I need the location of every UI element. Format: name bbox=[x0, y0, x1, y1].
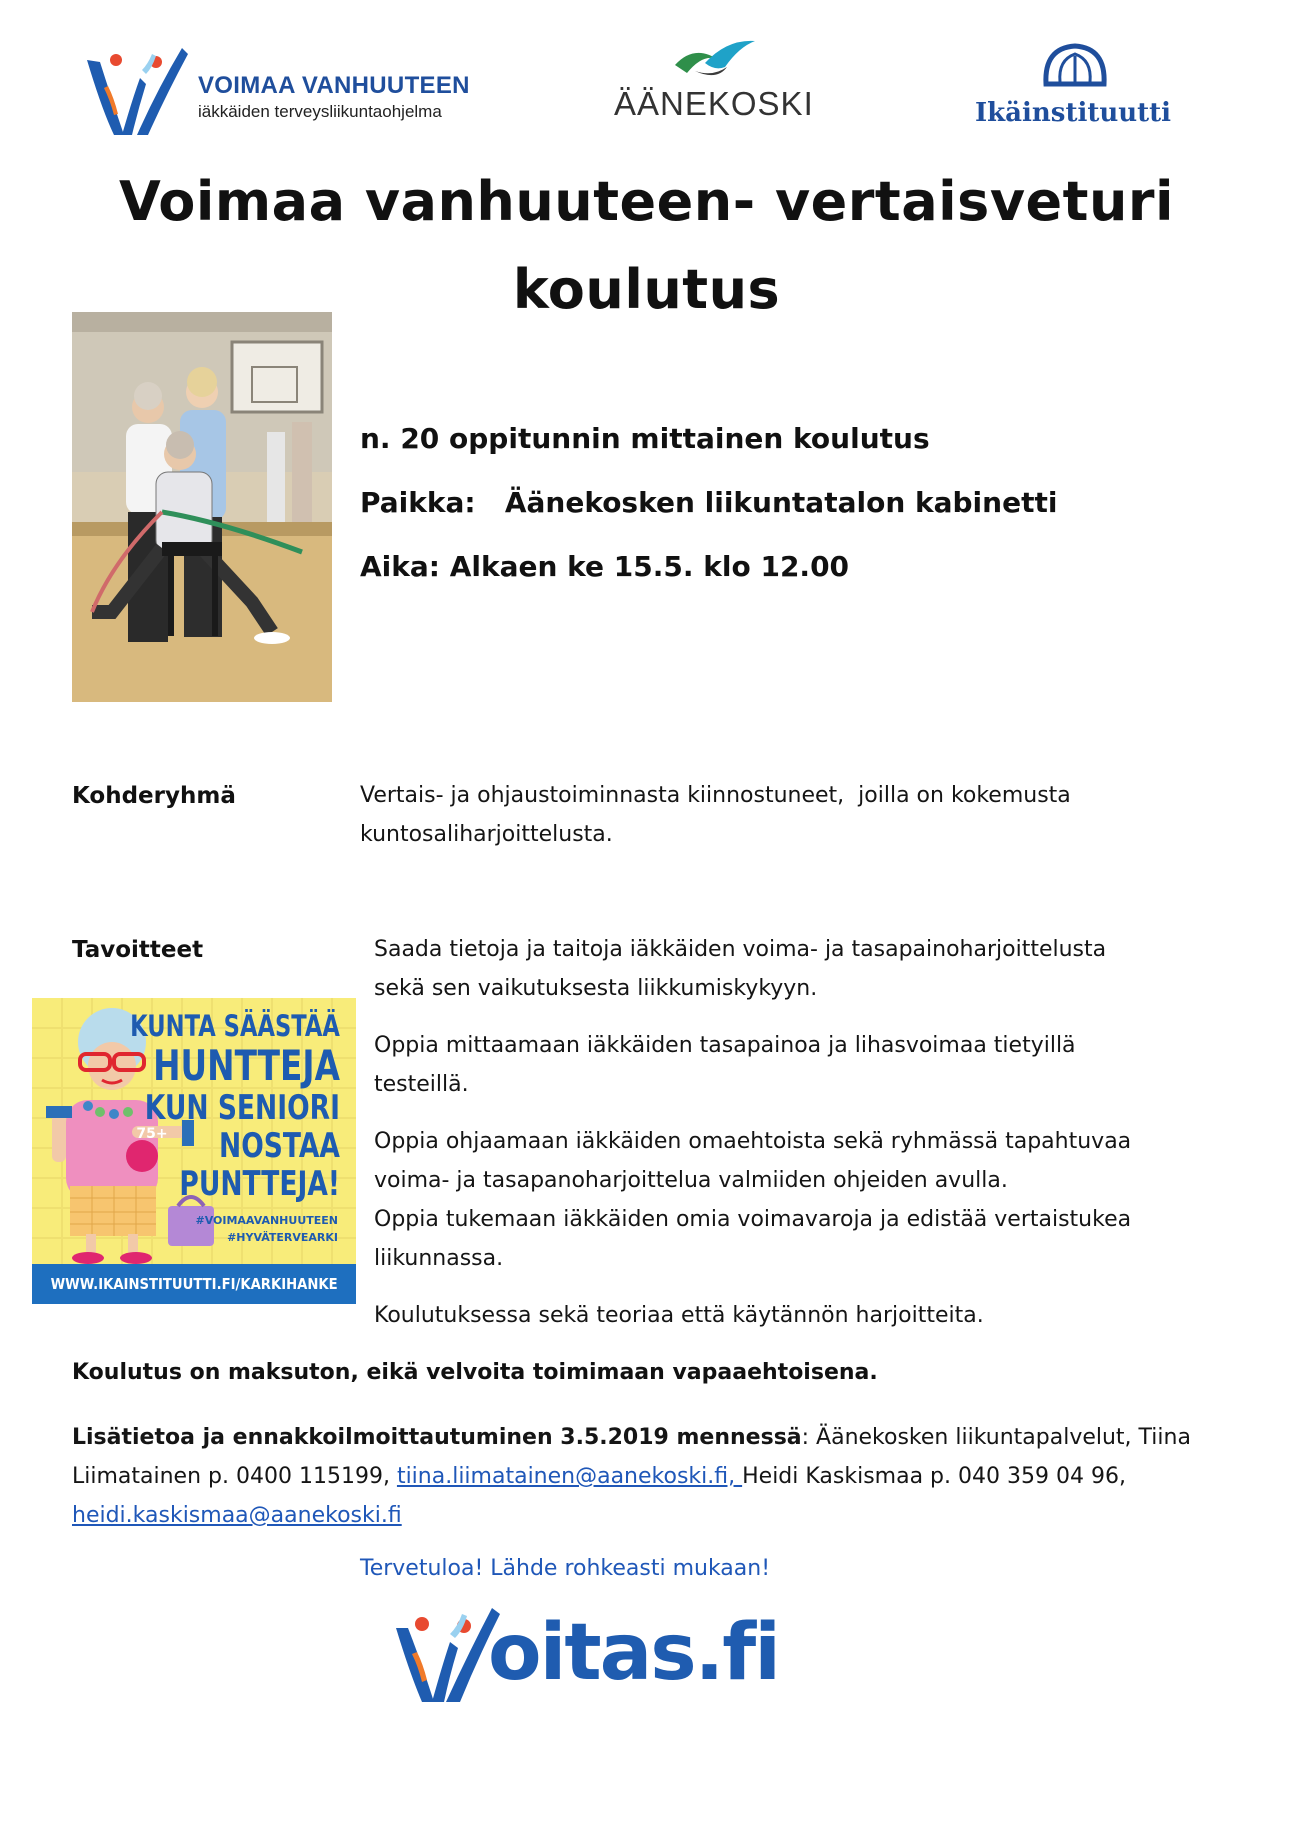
course-place: Paikka: Äänekosken liikuntatalon kabinetti bbox=[360, 486, 1058, 519]
target-group-line2: kuntosaliharjoittelusta. bbox=[360, 822, 613, 847]
contact-line2-suffix: Heidi Kaskismaa p. 040 359 04 96, bbox=[742, 1464, 1126, 1489]
poster-hashtag2: #HYVÄTERVEARKI bbox=[227, 1231, 338, 1244]
target-group-line1: Vertais- ja ohjaustoiminnasta kiinnostuneet, joilla on kokemusta bbox=[360, 783, 1071, 808]
goal-4-line1: Oppia tukemaan iäkkäiden omia voimavaroja ja edistää vertaistukea bbox=[374, 1207, 1132, 1232]
poster-hashtag1: #VOIMAAVANHUUTEEN bbox=[195, 1214, 338, 1227]
goals-text bbox=[374, 930, 1254, 1335]
page-title-line2: koulutus bbox=[512, 258, 781, 321]
page-title-line1: Voimaa vanhuuteen- vertaisveturi bbox=[118, 170, 1175, 233]
contact-line3 bbox=[72, 1496, 1252, 1535]
poster-url-bar bbox=[32, 1264, 356, 1304]
free-of-charge-note: Koulutus on maksuton, eikä velvoita toimimaan vapaaehtoisena. bbox=[72, 1360, 878, 1385]
contact-heading: Lisätietoa ja ennakkoilmoittautuminen 3.5.2019 mennessä bbox=[72, 1425, 802, 1450]
poster-line5: PUNTTEJA! bbox=[179, 1164, 340, 1204]
email-link-heidi[interactable]: heidi.kaskismaa@aanekoski.fi bbox=[72, 1503, 402, 1528]
poster-line2: HUNTTEJA bbox=[153, 1041, 340, 1090]
contact-line1 bbox=[72, 1418, 1252, 1457]
voitas-logo bbox=[392, 1600, 779, 1710]
poster-line4: NOSTAA bbox=[219, 1126, 340, 1166]
goal-5: Koulutuksessa sekä teoriaa että käytännön harjoitteita. bbox=[374, 1303, 984, 1328]
goal-2-line1: Oppia mittaamaan iäkkäiden tasapainoa ja lihasvoimaa tietyillä bbox=[374, 1033, 1076, 1058]
course-duration: n. 20 oppitunnin mittainen koulutus bbox=[360, 422, 930, 455]
ikainstituutti-shell-icon bbox=[1040, 40, 1110, 92]
poster-hashtags bbox=[195, 1212, 338, 1246]
aanekoski-wave-icon bbox=[665, 35, 765, 83]
contact-info bbox=[72, 1418, 1252, 1535]
goal-1-line2: sekä sen vaikutuksesta liikkumiskykyyn. bbox=[374, 976, 818, 1001]
course-time: Aika: Alkaen ke 15.5. klo 12.00 bbox=[360, 550, 850, 583]
voimaa-logo-title: VOIMAA VANHUUTEEN bbox=[198, 72, 470, 99]
ikainstituutti-logo bbox=[975, 40, 1175, 140]
goal-1-line1: Saada tietoja ja taitoja iäkkäiden voima- ja tasapainoharjoittelusta bbox=[374, 937, 1107, 962]
poster-headline bbox=[130, 1009, 340, 1204]
voimaa-vanhuuteen-logo bbox=[82, 40, 482, 140]
goal-4-line2: liikunnassa. bbox=[374, 1246, 504, 1271]
poster-url: WWW.IKAINSTITUUTTI.FI/KARKIHANKE bbox=[50, 1275, 338, 1293]
goal-3-line1: Oppia ohjaamaan iäkkäiden omaehtoista sekä ryhmässä tapahtuvaa bbox=[374, 1129, 1132, 1154]
aanekoski-logo bbox=[610, 35, 814, 125]
ikainstituutti-logo-text: Ikäinstituutti bbox=[975, 98, 1172, 128]
contact-line2-prefix: Liimatainen p. 0400 115199, bbox=[72, 1464, 397, 1489]
voitas-w-logo-icon bbox=[392, 1602, 502, 1706]
poster-line1: KUNTA SÄÄSTÄÄ bbox=[130, 1009, 340, 1043]
exercise-photo-image bbox=[72, 312, 332, 702]
contact-line2 bbox=[72, 1457, 1252, 1496]
poster-line3: KUN SENIORI bbox=[144, 1088, 340, 1128]
voitas-logo-text: oitas.fi bbox=[488, 1608, 779, 1698]
email-link-tiina[interactable]: tiina.liimatainen@aanekoski.fi, bbox=[396, 1464, 743, 1489]
exercise-photo bbox=[72, 312, 332, 702]
target-group-text bbox=[360, 776, 1071, 854]
target-group-label: Kohderyhmä bbox=[72, 783, 236, 809]
poster-badge: 75+ bbox=[136, 1126, 168, 1142]
contact-line1-rest: : Äänekosken liikuntapalvelut, Tiina bbox=[801, 1425, 1191, 1450]
kunta-saastaa-poster bbox=[32, 998, 356, 1304]
goal-2-line2: testeillä. bbox=[374, 1072, 469, 1097]
goal-3-line2: voima- ja tasapanoharjoittelua valmiiden ohjeiden avulla. bbox=[374, 1168, 1008, 1193]
voimaa-logo-subtitle: iäkkäiden terveysliikuntaohjelma bbox=[198, 102, 442, 121]
aanekoski-logo-text: ÄÄNEKOSKI bbox=[614, 85, 814, 122]
goals-label: Tavoitteet bbox=[72, 937, 204, 963]
welcome-text: Tervetuloa! Lähde rohkeasti mukaan! bbox=[360, 1556, 771, 1581]
voimaa-w-logo-icon bbox=[82, 40, 192, 140]
